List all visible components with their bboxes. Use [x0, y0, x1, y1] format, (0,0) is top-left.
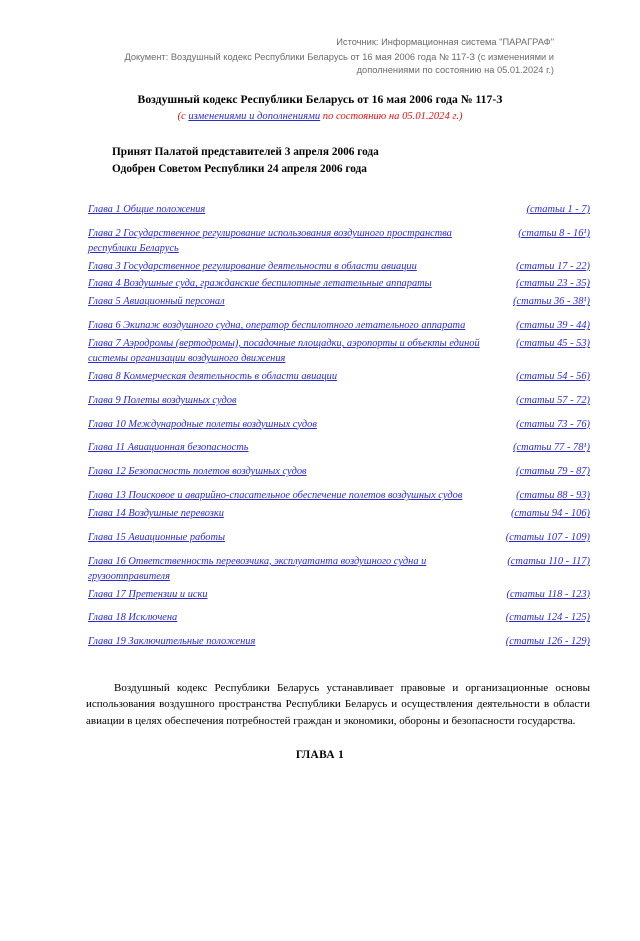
amendment-note: [0, 111, 640, 122]
toc-articles-link[interactable]: (статьи 88 - 93): [516, 490, 590, 502]
toc-chapter-link[interactable]: Глава 15 Авиационные работы: [88, 531, 226, 543]
page-title: Воздушный кодекс Республики Беларусь от 16 мая 2006 года № 117-З: [137, 92, 503, 106]
toc-chapter-link[interactable]: Глава 6 Экипаж воздушного судна, оператор беспилотного летательного аппарата: [88, 320, 466, 332]
toc-row: [88, 465, 590, 480]
toc-articles-link[interactable]: (статьи 118 - 123): [506, 588, 590, 600]
toc-chapter-link[interactable]: Глава 18 Исключена: [88, 612, 178, 624]
amendments-link[interactable]: изменениями и дополнениями: [188, 111, 321, 123]
toc-articles-link[interactable]: (статьи 126 - 129): [505, 636, 590, 648]
toc-row: [88, 260, 590, 275]
toc-articles-link[interactable]: (статьи 94 - 106): [510, 508, 590, 520]
toc-row: [88, 418, 590, 433]
toc-chapter-link[interactable]: Глава 2 Государственное регулирование использования воздушного пространства республики Беларусь: [88, 227, 452, 254]
toc-row: [88, 507, 590, 522]
toc-chapter-link[interactable]: Глава 5 Авиационный персонал: [88, 296, 225, 308]
toc-articles-link[interactable]: (статьи 124 - 125): [505, 612, 590, 624]
toc-chapter-link[interactable]: Глава 1 Общие положения: [88, 203, 206, 215]
toc-chapter-link[interactable]: Глава 11 Авиационная безопасность: [88, 442, 249, 454]
toc-chapter-link[interactable]: Глава 16 Ответственность перевозчика, эксплуатанта воздушного судна и грузоотправителя: [88, 555, 427, 582]
toc-row: [88, 611, 590, 626]
toc-chapter-link[interactable]: Глава 14 Воздушные перевозки: [88, 508, 224, 520]
toc-articles-link[interactable]: (статьи 107 - 109): [505, 531, 590, 543]
toc-articles-link[interactable]: (статьи 1 - 7): [526, 203, 590, 215]
toc-chapter-link[interactable]: Глава 13 Поисковое и аварийно-спасательное обеспечение полетов воздушных судов: [88, 490, 463, 502]
toc-row: [88, 337, 590, 367]
amendment-suffix: по состоянию на 05.01.2024 г.): [320, 111, 463, 123]
toc-chapter-link[interactable]: Глава 4 Воздушные суда, гражданские беспилотные летательные аппараты: [88, 278, 432, 290]
toc-articles-link[interactable]: (статьи 57 - 72): [516, 394, 590, 406]
toc-chapter-link[interactable]: Глава 12 Безопасность полетов воздушных судов: [88, 466, 307, 478]
toc-articles-link[interactable]: (статьи 79 - 87): [516, 466, 590, 478]
toc-row: [88, 531, 590, 546]
toc-articles-link[interactable]: (статьи 110 - 117): [507, 555, 590, 567]
approved-by-council-line: Одобрен Советом Республики 24 апреля 2006 года: [112, 162, 367, 175]
source-system-line: Источник: Информационная система "ПАРАГРАФ": [336, 37, 554, 47]
toc-row: [88, 555, 590, 585]
toc-row: [88, 295, 590, 310]
document-page: [0, 36, 640, 941]
toc-articles-link[interactable]: (статьи 54 - 56): [516, 370, 590, 382]
toc-articles-link[interactable]: (статьи 36 - 38¹): [513, 296, 590, 308]
adopted-by-house-line: Принят Палатой представителей 3 апреля 2006 года: [112, 146, 379, 159]
toc-articles-link[interactable]: (статьи 17 - 22): [516, 260, 590, 272]
preamble-paragraph: Воздушный кодекс Республики Беларусь устанавливает правовые и организационные основы использования воздушного пространства Республики Беларусь и осуществления деятельности в области авиации в целях обеспечения потребностей граждан и экономики, обороны и безопасности государства.: [86, 682, 590, 727]
toc-chapter-link[interactable]: Глава 9 Полеты воздушных судов: [88, 394, 237, 406]
toc-articles-link[interactable]: (статьи 8 - 16¹): [518, 227, 590, 239]
toc-chapter-link[interactable]: Глава 17 Претензии и иски: [88, 588, 208, 600]
toc-row: [88, 370, 590, 385]
toc-articles-link[interactable]: (статьи 45 - 53): [516, 338, 590, 350]
toc-chapter-link[interactable]: Глава 10 Международные полеты воздушных судов: [88, 418, 317, 430]
toc-row: [88, 635, 590, 650]
toc-row: [88, 227, 590, 257]
source-header: [0, 36, 640, 78]
toc-chapter-link[interactable]: Глава 19 Заключительные положения: [88, 636, 256, 648]
toc-row: [88, 394, 590, 409]
toc-chapter-link[interactable]: Глава 7 Аэродромы (вертодромы), посадочные площадки, аэропорты и объекты единой системы организации воздушного движения: [88, 338, 480, 364]
toc-articles-link[interactable]: (статьи 39 - 44): [516, 320, 590, 332]
toc-articles-link[interactable]: (статьи 77 - 78¹): [513, 442, 590, 454]
toc-row: [88, 203, 590, 218]
chapter-heading: ГЛАВА 1: [295, 749, 345, 761]
toc-chapter-link[interactable]: Глава 8 Коммерческая деятельность в области авиации: [88, 370, 338, 382]
toc-row: [88, 441, 590, 456]
amendment-prefix: (с: [177, 111, 189, 123]
source-document-line: Документ: Воздушный кодекс Республики Беларусь от 16 мая 2006 года № 117-З (с изменениями и дополнениями по состоянию на 05.01.2024 г.): [124, 52, 554, 76]
toc-row: [88, 489, 590, 504]
table-of-contents: [0, 203, 640, 650]
toc-articles-link[interactable]: (статьи 73 - 76): [516, 418, 590, 430]
toc-row: [88, 588, 590, 603]
toc-articles-link[interactable]: (статьи 23 - 35): [516, 278, 590, 290]
toc-row: [88, 319, 590, 334]
adoption-block: [0, 144, 640, 177]
toc-row: [88, 277, 590, 292]
toc-chapter-link[interactable]: Глава 3 Государственное регулирование деятельности в области авиации: [88, 260, 417, 272]
